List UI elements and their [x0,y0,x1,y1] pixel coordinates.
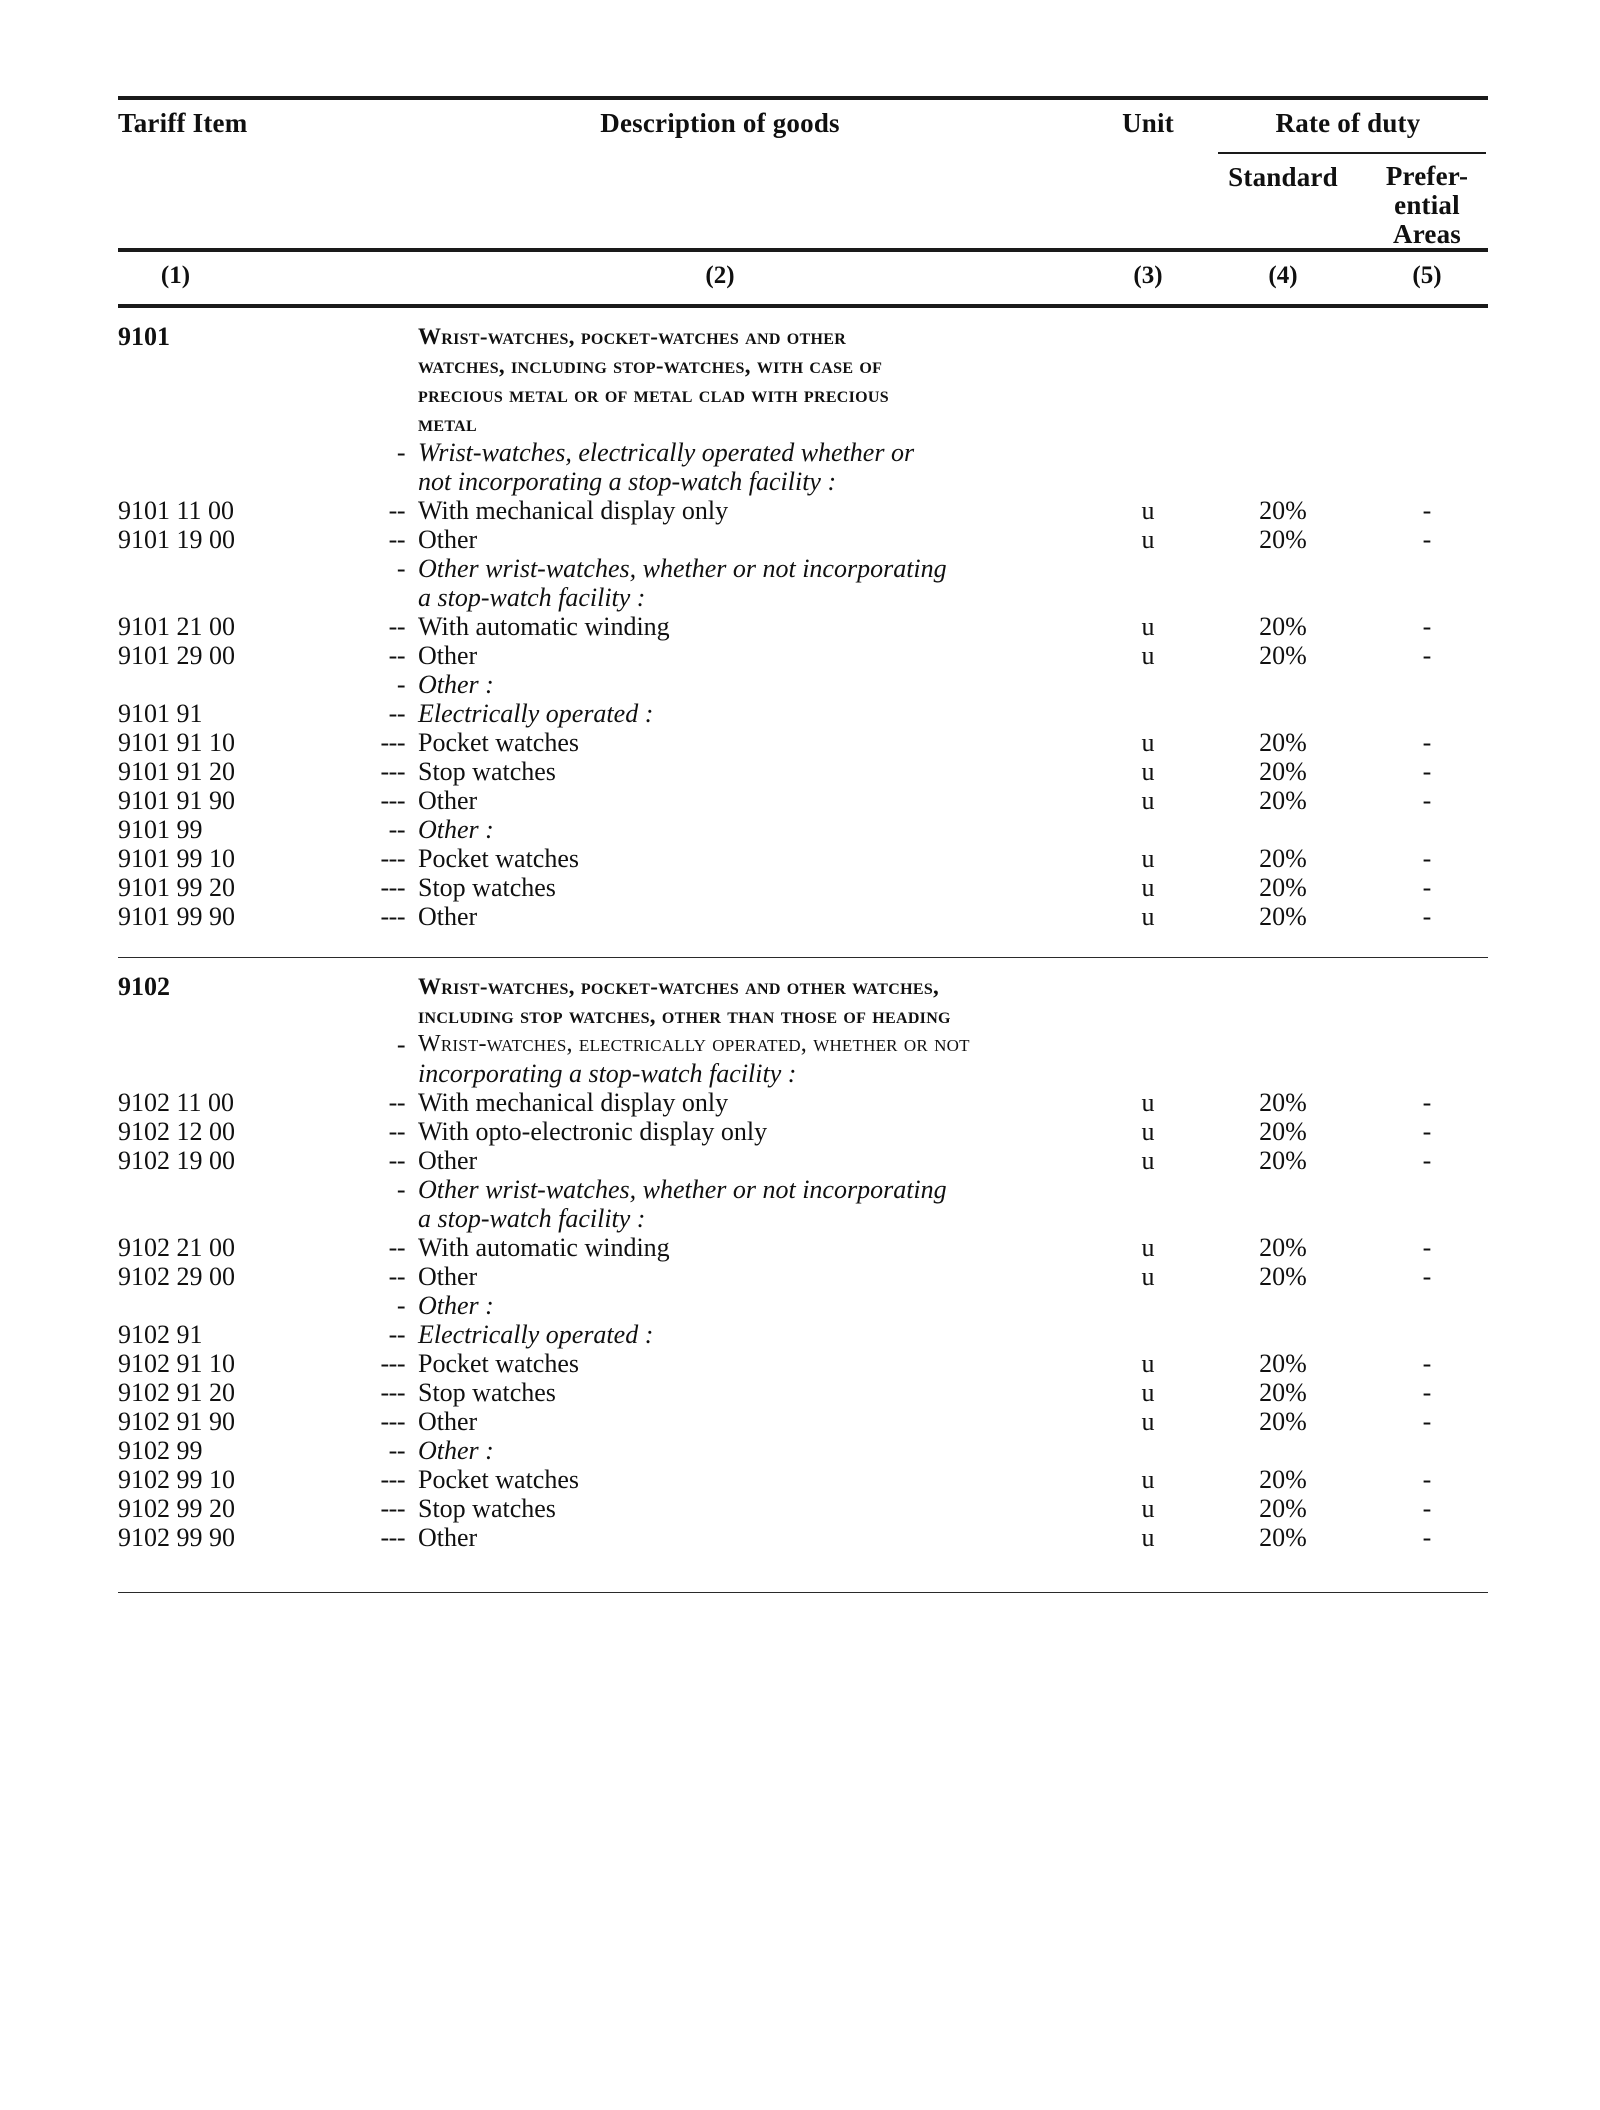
tariff-row [118,612,1488,641]
goods-description: With automatic winding [418,612,670,641]
tariff-row [118,467,1488,496]
tariff-item-code: 9102 99 [118,1436,203,1465]
tariff-row [118,873,1488,902]
dash-level-marker: --- [380,1465,405,1494]
dash-level-marker: - [396,438,405,467]
heading-row [118,972,1488,1001]
tariff-item-code: 9102 91 10 [118,1349,235,1378]
standard-rate-value: 20% [1259,1233,1307,1262]
column-number-2: (2) [705,262,735,289]
dash-level-marker: --- [380,1523,405,1552]
goods-description: Other [418,525,478,554]
unit-value: u [1141,1465,1155,1494]
goods-description: Pocket watches [418,1465,580,1494]
tariff-item-code: 9101 29 00 [118,641,235,670]
preferential-rate-value: - [1422,1146,1432,1175]
goods-description: a stop-watch facility : [418,1204,646,1233]
tariff-row [118,757,1488,786]
tariff-row [118,1262,1488,1291]
column-number-3: (3) [1133,262,1163,289]
preferential-rate-value: - [1422,496,1432,525]
tariff-item-code: 9102 29 00 [118,1262,235,1291]
tariff-item-code: 9102 11 00 [118,1088,235,1117]
goods-description: a stop-watch facility : [418,583,646,612]
preferential-rate-value: - [1422,728,1432,757]
dash-level-marker: -- [388,1146,405,1175]
goods-description: Stop watches [418,1494,556,1523]
tariff-item-code: 9101 19 00 [118,525,235,554]
tariff-item-code: 9102 99 90 [118,1523,235,1552]
tariff-item-code: 9101 21 00 [118,612,235,641]
bottom-rule [118,1592,1488,1593]
dash-level-marker: -- [388,1320,405,1349]
unit-value: u [1141,525,1155,554]
unit-value: u [1141,1117,1155,1146]
tariff-row [118,1436,1488,1465]
column-number-4: (4) [1268,262,1298,289]
unit-value: u [1141,1523,1155,1552]
tariff-item-code: 9101 91 [118,699,203,728]
tariff-row [118,670,1488,699]
tariff-row [118,1407,1488,1436]
dash-level-marker: --- [380,902,405,931]
tariff-row [118,438,1488,467]
preferential-rate-value: - [1422,844,1432,873]
dash-level-marker: -- [388,699,405,728]
tariff-item-code: 9101 99 20 [118,873,235,902]
column-number-1: (1) [160,262,191,289]
standard-rate-value: 20% [1259,1146,1307,1175]
header-standard: Standard [1228,162,1338,192]
standard-rate-value: 20% [1259,525,1307,554]
dash-level-marker: - [396,1291,405,1320]
unit-value: u [1141,641,1155,670]
preferential-rate-value: - [1422,1378,1432,1407]
unit-value: u [1141,728,1155,757]
dash-level-marker: -- [388,1436,405,1465]
dash-level-marker: --- [380,1349,405,1378]
goods-description: including stop watches, other than those of heading [418,1003,951,1028]
heading-row [118,322,1488,351]
dash-level-marker: - [396,670,405,699]
goods-description: Stop watches [418,757,556,786]
tariff-row [118,1378,1488,1407]
tariff-item-code: 9101 99 [118,815,203,844]
goods-description: Wrist-watches, pocket-watches and other [418,324,847,349]
standard-rate-value: 20% [1259,641,1307,670]
tariff-row [118,554,1488,583]
tariff-rows [118,308,1488,1593]
standard-rate-value: 20% [1259,1523,1307,1552]
tariff-item-code: 9101 91 10 [118,728,235,757]
tariff-item-code: 9102 91 90 [118,1407,235,1436]
dash-level-marker: -- [388,525,405,554]
tariff-row [118,1088,1488,1117]
tariff-row [118,1291,1488,1320]
tariff-row [118,1030,1488,1059]
tariff-row [118,815,1488,844]
dash-level-marker: --- [380,1407,405,1436]
preferential-rate-value: - [1422,1523,1432,1552]
dash-level-marker: --- [380,844,405,873]
tariff-row [118,1494,1488,1523]
goods-description: Other : [418,815,494,844]
preferential-rate-value: - [1422,1117,1432,1146]
preferential-rate-value: - [1422,873,1432,902]
standard-rate-value: 20% [1259,902,1307,931]
standard-rate-value: 20% [1259,1494,1307,1523]
unit-value: u [1141,844,1155,873]
goods-description: Other wrist-watches, whether or not incorporating [418,1175,947,1204]
dash-level-marker: -- [388,1262,405,1291]
preferential-rate-value: - [1422,1088,1432,1117]
standard-rate-value: 20% [1259,1407,1307,1436]
goods-description: Other : [418,670,494,699]
unit-value: u [1141,1233,1155,1262]
tariff-table [118,96,1488,1593]
goods-description: Other [418,1262,478,1291]
unit-value: u [1141,1146,1155,1175]
preferential-rate-value: - [1422,1494,1432,1523]
dash-level-marker: -- [388,1233,405,1262]
standard-rate-value: 20% [1259,728,1307,757]
goods-description: Other [418,1407,478,1436]
preferential-rate-value: - [1422,757,1432,786]
heading-row [118,351,1488,380]
preferential-rate-value: - [1422,1262,1432,1291]
unit-value: u [1141,1349,1155,1378]
dash-level-marker: -- [388,1117,405,1146]
dash-level-marker: --- [380,1494,405,1523]
dash-level-marker: - [396,1175,405,1204]
goods-description: Stop watches [418,1378,556,1407]
goods-description: Wrist-watches, electrically operated whether or [418,438,915,467]
column-number-row [118,252,1488,304]
tariff-item-code: 9101 99 10 [118,844,235,873]
unit-value: u [1141,496,1155,525]
unit-value: u [1141,786,1155,815]
unit-value: u [1141,1378,1155,1407]
goods-description: With mechanical display only [418,496,729,525]
goods-description: Pocket watches [418,844,580,873]
goods-description: Pocket watches [418,1349,580,1378]
standard-rate-value: 20% [1259,612,1307,641]
heading-row [118,1001,1488,1030]
table-header [118,100,1488,248]
tariff-row [118,786,1488,815]
goods-description: Electrically operated : [418,1320,654,1349]
tariff-row [118,1204,1488,1233]
body-top-gap [118,308,1488,322]
heading-row [118,380,1488,409]
tariff-item-code: 9101 11 00 [118,496,235,525]
unit-value: u [1141,902,1155,931]
goods-description: Pocket watches [418,728,580,757]
tariff-row [118,1320,1488,1349]
tariff-item-code: 9102 12 00 [118,1117,235,1146]
tariff-row [118,641,1488,670]
dash-level-marker: -- [388,612,405,641]
goods-description: Other wrist-watches, whether or not incorporating [418,554,947,583]
dash-level-marker: -- [388,641,405,670]
goods-description: Wrist-watches, electrically operated, whether or not [418,1031,970,1057]
standard-rate-value: 20% [1259,496,1307,525]
tariff-row [118,1117,1488,1146]
tariff-row [118,583,1488,612]
tariff-item-code: 9102 91 [118,1320,203,1349]
standard-rate-value: 20% [1259,844,1307,873]
tariff-item-code: 9101 [118,322,170,351]
tariff-row [118,1059,1488,1088]
preferential-rate-value: - [1422,1465,1432,1494]
standard-rate-value: 20% [1259,1262,1307,1291]
dash-level-marker: --- [380,786,405,815]
tariff-row [118,496,1488,525]
tariff-row [118,1233,1488,1262]
header-preferential-areas: Prefer- ential Areas [1385,161,1469,250]
standard-rate-value: 20% [1259,1465,1307,1494]
preferential-rate-value: - [1422,612,1432,641]
tariff-item-code: 9101 91 20 [118,757,235,786]
standard-rate-value: 20% [1259,1378,1307,1407]
goods-description: Other [418,1523,478,1552]
goods-description: Other [418,641,478,670]
tariff-row [118,902,1488,931]
body-bottom-gap [118,1552,1488,1592]
tariff-row [118,525,1488,554]
tariff-item-code: 9102 19 00 [118,1146,235,1175]
heading-row [118,409,1488,438]
goods-description: incorporating a stop-watch facility : [418,1059,797,1088]
tariff-row [118,699,1488,728]
tariff-row [118,728,1488,757]
goods-description: Other [418,1146,478,1175]
unit-value: u [1141,1088,1155,1117]
goods-description: Other : [418,1436,494,1465]
dash-level-marker: --- [380,1378,405,1407]
column-number-5: (5) [1412,262,1442,289]
chapter-gap-bottom [118,958,1488,972]
goods-description: Other : [418,1291,494,1320]
rate-of-duty-underline [1218,152,1486,154]
goods-description: precious metal or of metal clad with precious [418,382,889,407]
tariff-row [118,1146,1488,1175]
standard-rate-value: 20% [1259,873,1307,902]
tariff-item-code: 9102 21 00 [118,1233,235,1262]
tariff-item-code: 9102 99 20 [118,1494,235,1523]
preferential-rate-value: - [1422,1349,1432,1378]
goods-description: watches, including stop-watches, with case of [418,353,883,378]
unit-value: u [1141,1262,1155,1291]
dash-level-marker: --- [380,728,405,757]
dash-level-marker: -- [388,815,405,844]
goods-description: Other [418,786,478,815]
goods-description: Stop watches [418,873,556,902]
preferential-rate-value: - [1422,786,1432,815]
goods-description: Electrically operated : [418,699,654,728]
preferential-rate-value: - [1422,1407,1432,1436]
tariff-item-code: 9102 91 20 [118,1378,235,1407]
preferential-rate-value: - [1422,902,1432,931]
header-rate-of-duty: Rate of duty [1275,108,1421,138]
tariff-item-code: 9101 91 90 [118,786,235,815]
dash-level-marker: --- [380,873,405,902]
goods-description: With mechanical display only [418,1088,729,1117]
goods-description: Wrist-watches, pocket-watches and other watches, [418,974,940,999]
dash-level-marker: - [396,554,405,583]
tariff-row [118,1523,1488,1552]
standard-rate-value: 20% [1259,1088,1307,1117]
goods-description: With automatic winding [418,1233,670,1262]
tariff-item-code: 9102 99 10 [118,1465,235,1494]
dash-level-marker: -- [388,1088,405,1117]
preferential-rate-value: - [1422,525,1432,554]
goods-description: not incorporating a stop-watch facility : [418,467,837,496]
dash-level-marker: --- [380,757,405,786]
tariff-row [118,1465,1488,1494]
chapter-gap-top [118,931,1488,957]
unit-value: u [1141,873,1155,902]
standard-rate-value: 20% [1259,1349,1307,1378]
unit-value: u [1141,1407,1155,1436]
tariff-row [118,844,1488,873]
standard-rate-value: 20% [1259,1117,1307,1146]
unit-value: u [1141,757,1155,786]
goods-description: Other [418,902,478,931]
dash-level-marker: -- [388,496,405,525]
tariff-item-code: 9102 [118,972,170,1001]
unit-value: u [1141,1494,1155,1523]
header-description: Description of goods [600,108,840,138]
header-tariff-item: Tariff Item [118,108,248,138]
standard-rate-value: 20% [1259,786,1307,815]
preferential-rate-value: - [1422,641,1432,670]
header-unit: Unit [1122,108,1174,138]
standard-rate-value: 20% [1259,757,1307,786]
tariff-row [118,1175,1488,1204]
goods-description: metal [418,411,477,436]
tariff-row [118,1349,1488,1378]
tariff-item-code: 9101 99 90 [118,902,235,931]
goods-description: With opto-electronic display only [418,1117,768,1146]
dash-level-marker: - [396,1030,405,1059]
unit-value: u [1141,612,1155,641]
preferential-rate-value: - [1422,1233,1432,1262]
